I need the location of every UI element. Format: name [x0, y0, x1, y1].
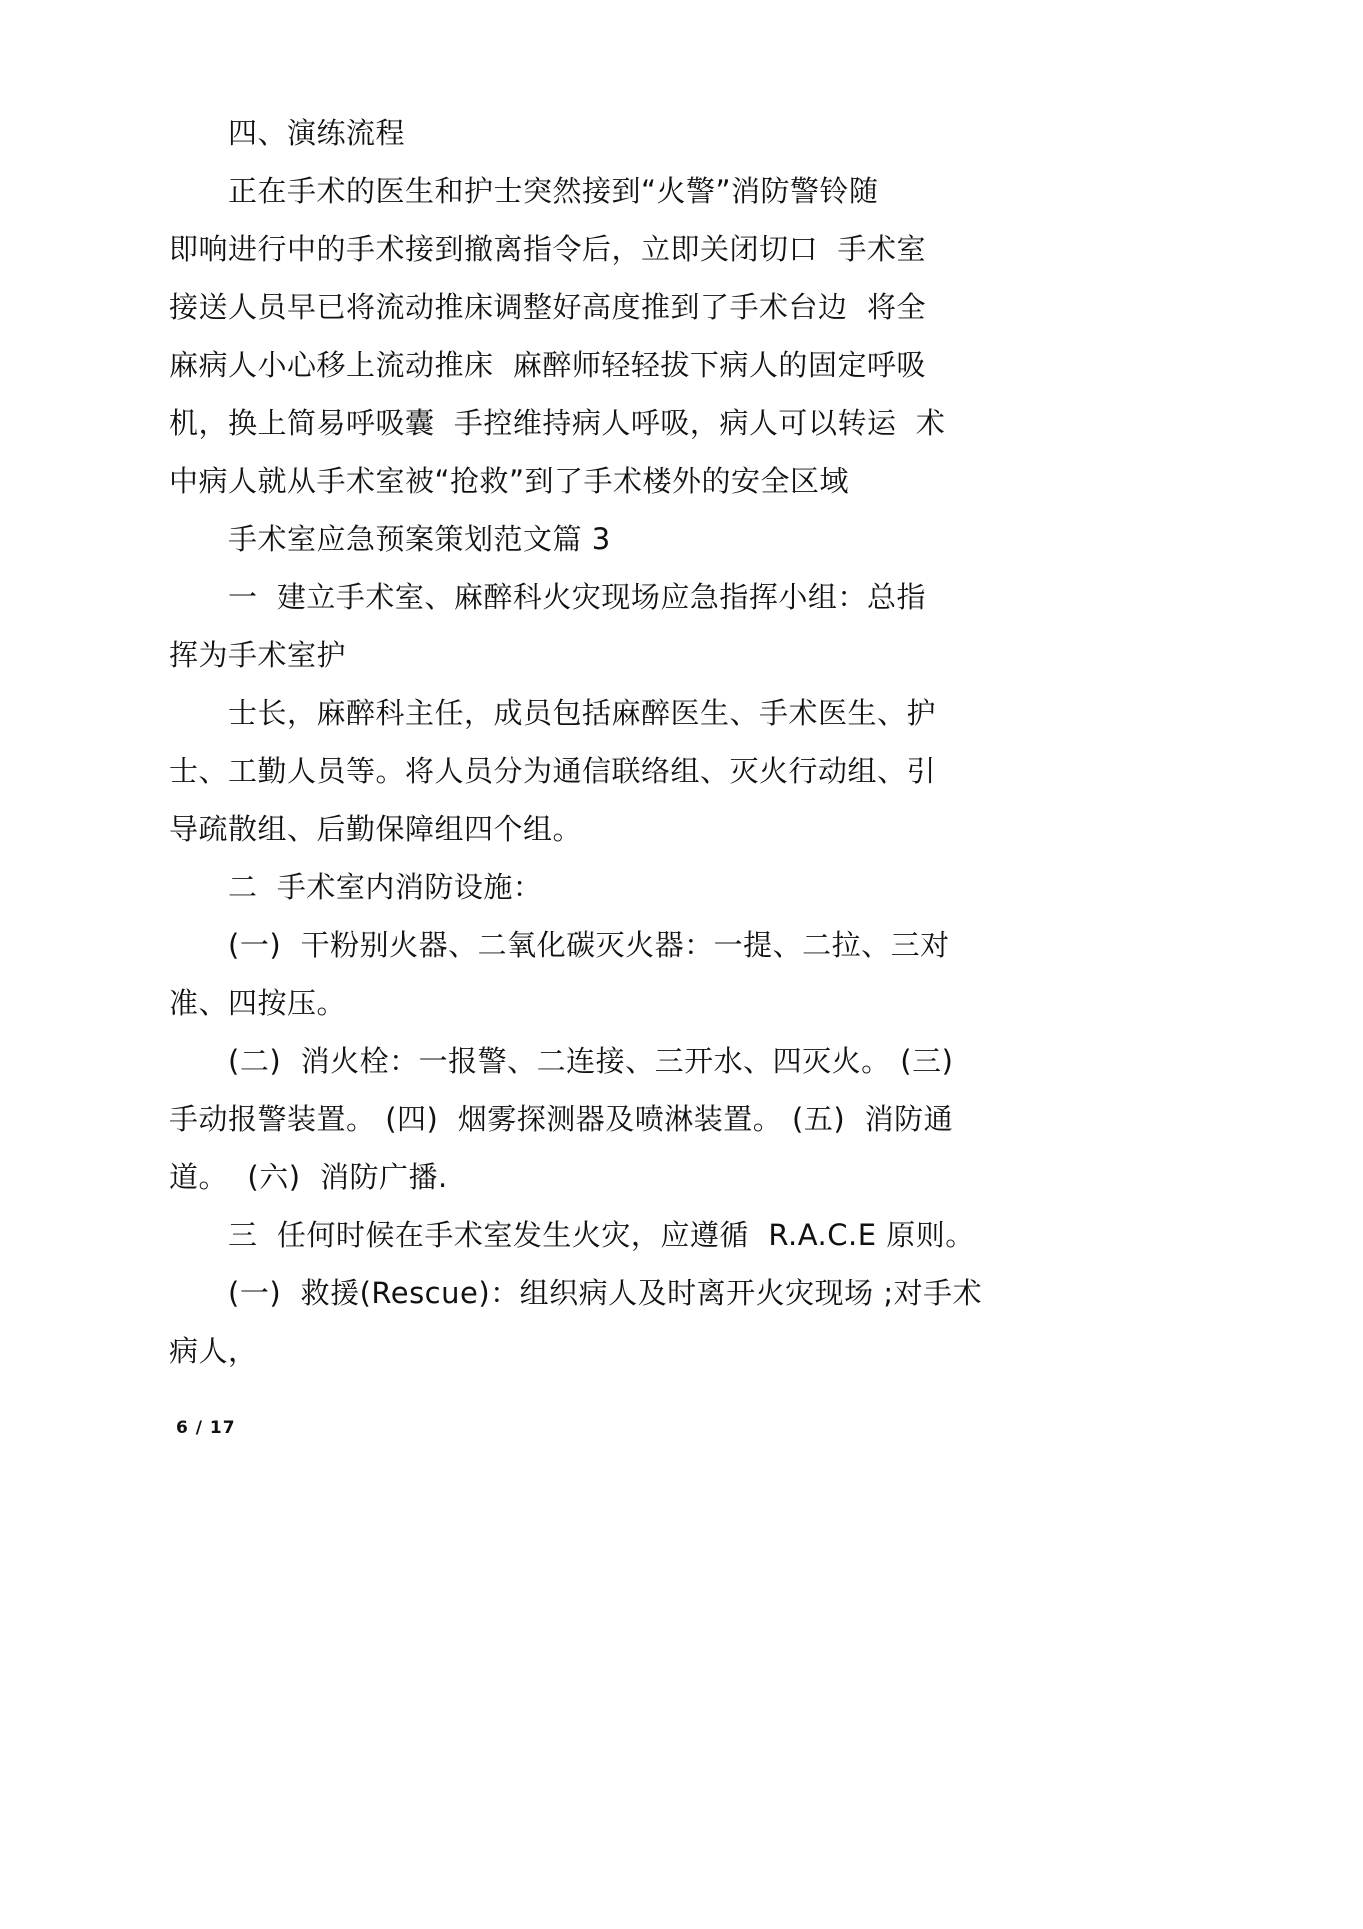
- section-heading-race-principle: 三 任何时候在手术室发生火灾，应遵循 R.A.C.E 原则。: [228, 1218, 975, 1252]
- paragraph-line: (二) 消火栓：一报警、二连接、三开水、四灭火。 (三): [228, 1044, 954, 1078]
- article-title: 手术室应急预案策划范文篇 3: [228, 522, 611, 556]
- paragraph-line: 中病人就从手术室被“抢救”到了手术楼外的安全区域: [169, 464, 850, 498]
- section-heading-drill-process: 四、演练流程: [228, 116, 406, 150]
- paragraph-line: 挥为手术室护: [169, 638, 347, 672]
- paragraph-line: 机，换上简易呼吸囊 手控维持病人呼吸，病人可以转运 术: [169, 406, 946, 440]
- paragraph-line: 准、四按压。: [169, 986, 347, 1020]
- paragraph-line: 士长，麻醉科主任，成员包括麻醉医生、手术医生、护: [228, 696, 937, 730]
- paragraph-line: 道。 (六) 消防广播.: [169, 1160, 448, 1194]
- paragraph-line: (一) 干粉别火器、二氧化碳灭火器：一提、二拉、三对: [228, 928, 950, 962]
- paragraph-line: 正在手术的医生和护士突然接到“火警”消防警铃随: [228, 174, 879, 208]
- paragraph-line: 即响进行中的手术接到撤离指令后，立即关闭切口 手术室: [169, 232, 926, 266]
- paragraph-line: 一 建立手术室、麻醉科火灾现场应急指挥小组：总指: [228, 580, 926, 614]
- paragraph-line: (一) 救援(Rescue)：组织病人及时离开火灾现场 ;对手术: [228, 1276, 983, 1310]
- paragraph-line: 麻病人小心移上流动推床 麻醉师轻轻拔下病人的固定呼吸: [169, 348, 926, 382]
- paragraph-line: 手动报警装置。 (四) 烟雾探测器及喷淋装置。 (五) 消防通: [169, 1102, 954, 1136]
- paragraph-line: 导疏散组、后勤保障组四个组。: [169, 812, 583, 846]
- paragraph-line: 接送人员早已将流动推床调整好高度推到了手术台边 将全: [169, 290, 926, 324]
- section-heading-fire-facilities: 二 手术室内消防设施：: [228, 870, 543, 904]
- paragraph-line: 病人，: [169, 1334, 258, 1368]
- paragraph-line: 士、工勤人员等。将人员分为通信联络组、灭火行动组、引: [169, 754, 937, 788]
- page-number: 6 / 17: [176, 1418, 236, 1438]
